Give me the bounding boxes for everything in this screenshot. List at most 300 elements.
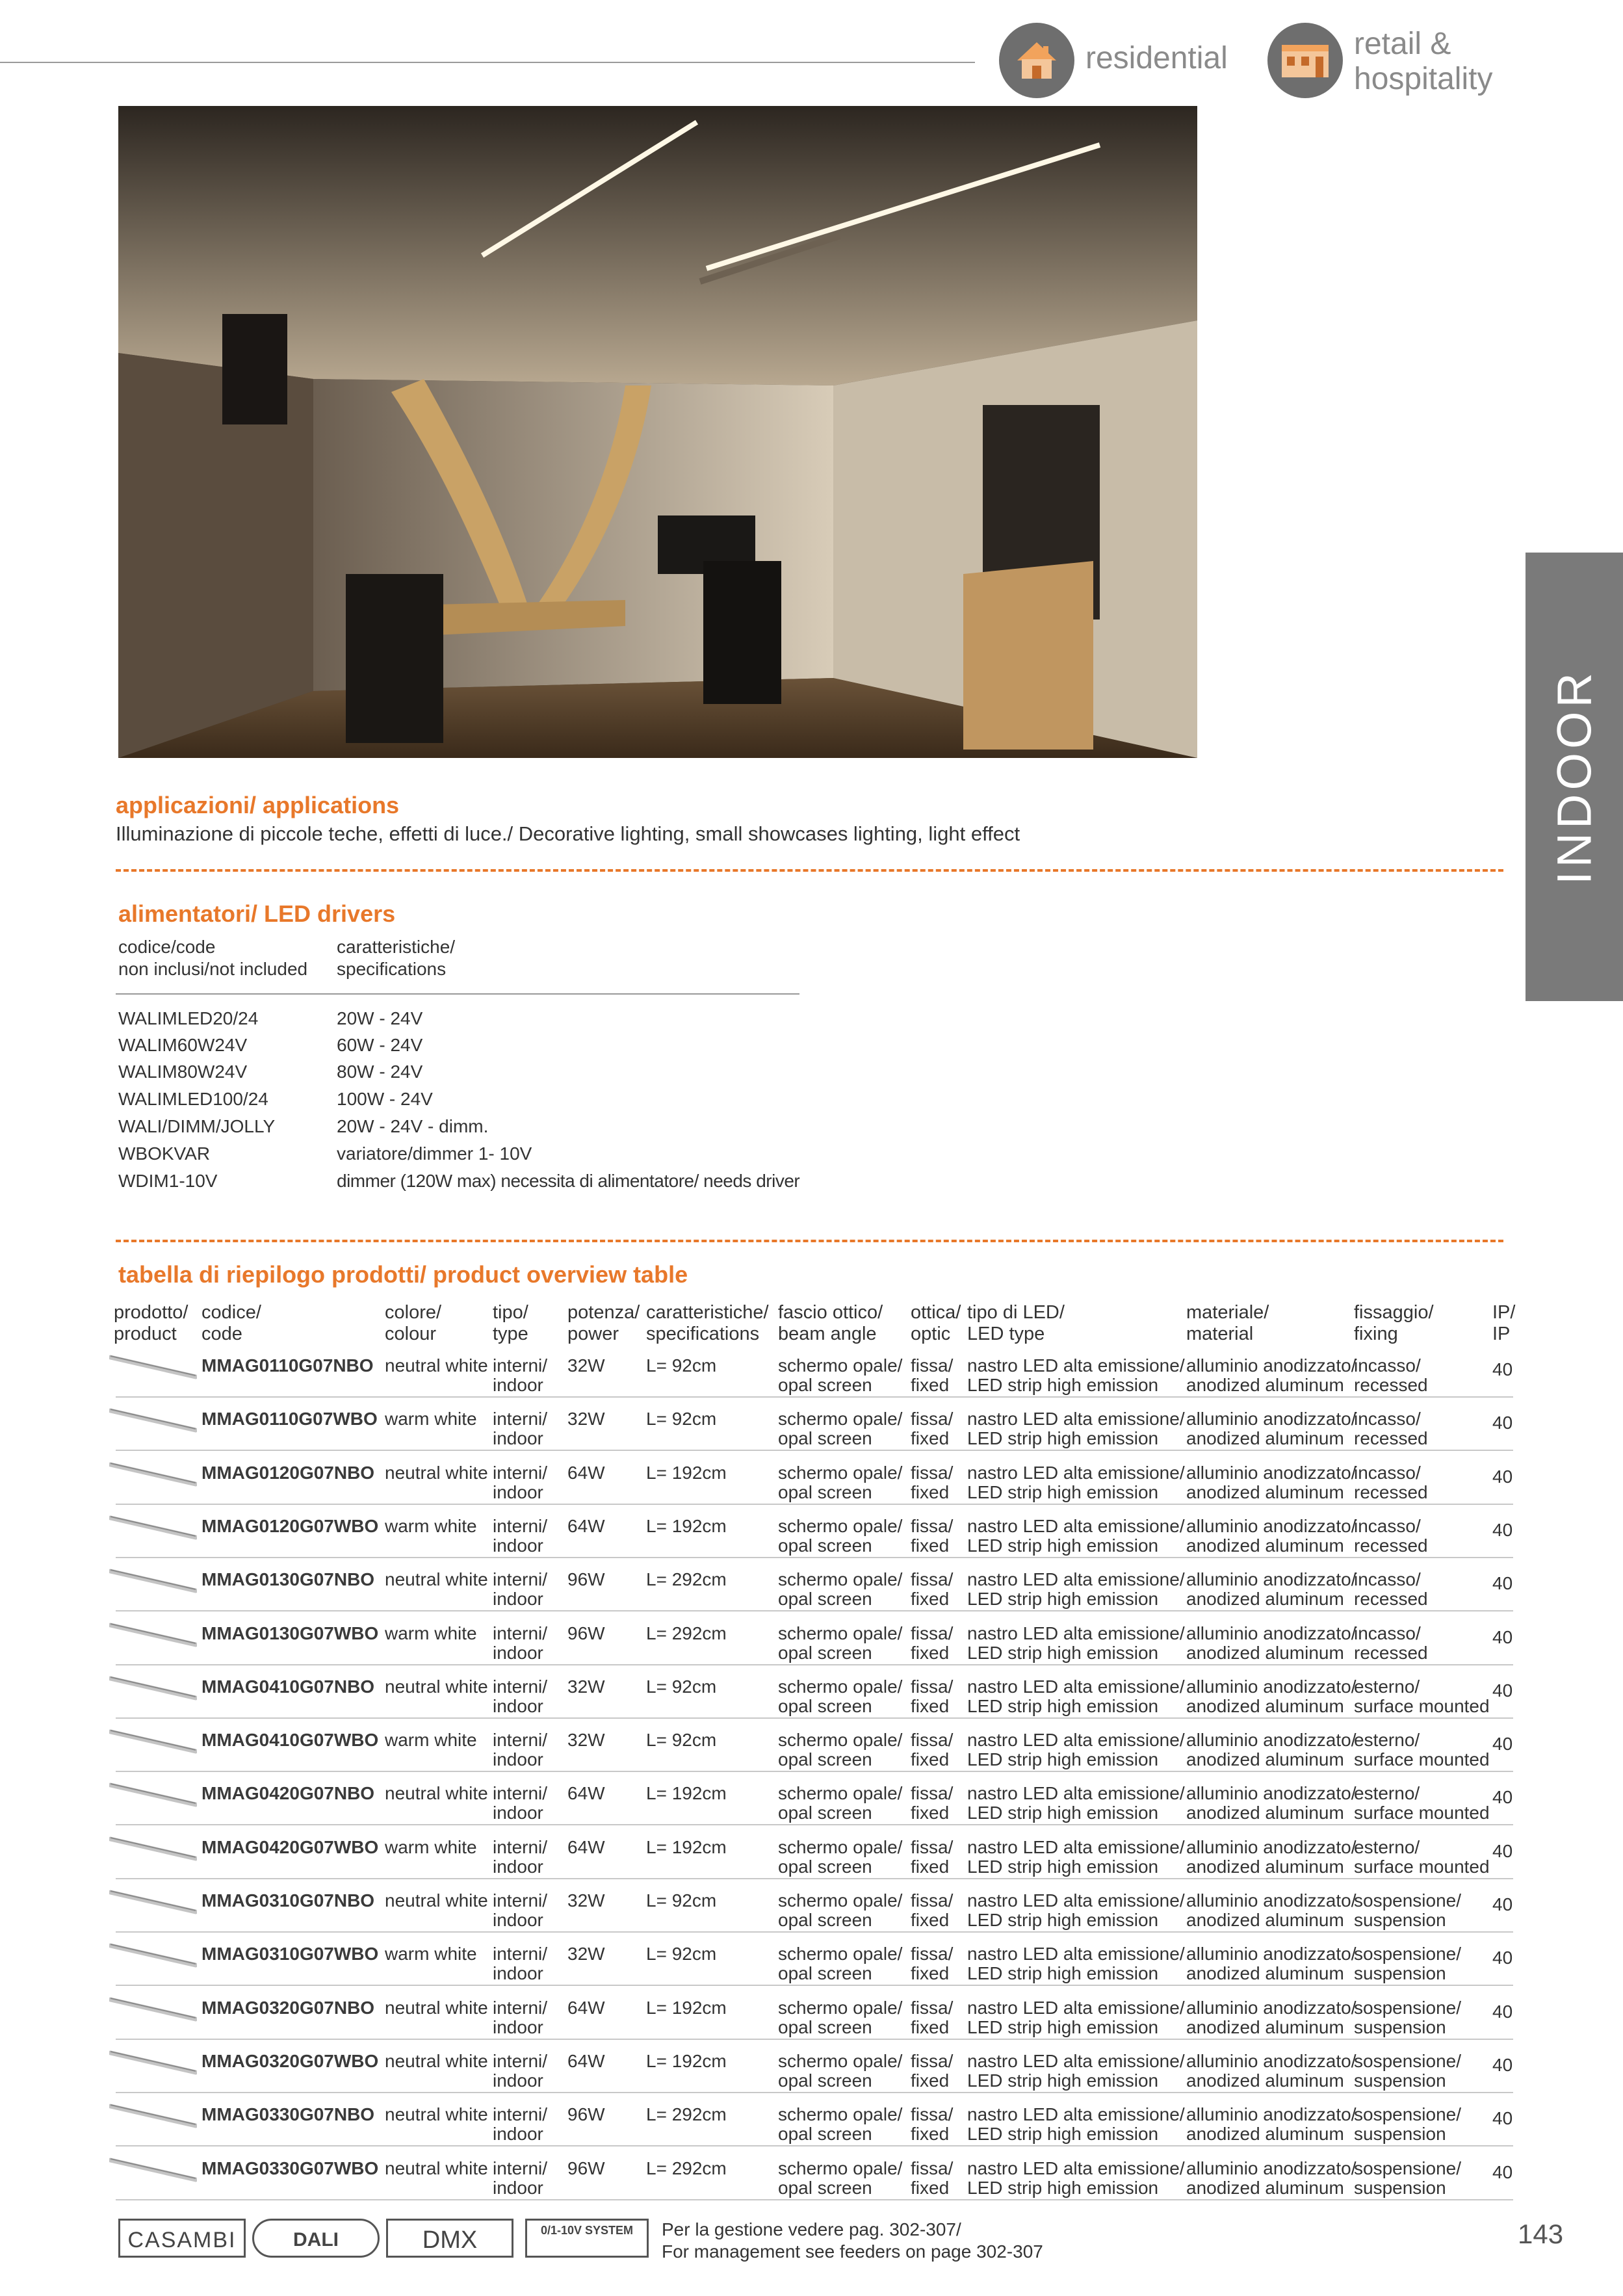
product-material-2: anodized aluminum (1186, 1856, 1344, 1877)
product-type-1: interni/ (493, 1783, 548, 1804)
product-row[interactable] (109, 2040, 1513, 2093)
col-header-material (1186, 1302, 1269, 1345)
product-power: 32W (567, 1890, 605, 1911)
driver-code: WDIM1-10V (118, 1171, 218, 1191)
product-beam-1: schermo opale/ (778, 1515, 903, 1536)
header-l1: IP/ (1492, 1302, 1516, 1323)
product-fixing-1: esterno/ (1354, 1783, 1420, 1804)
product-code: MMAG0110G07WBO (201, 1409, 378, 1429)
product-ip: 40 (1492, 1840, 1513, 1861)
product-fixing-2: surface mounted (1354, 1856, 1490, 1877)
product-row[interactable] (109, 1398, 1513, 1451)
product-material-1: alluminio anodizzato/ (1186, 1676, 1357, 1697)
product-row[interactable] (109, 1665, 1513, 1719)
product-optic-1: fissa/ (911, 1355, 954, 1376)
product-code: MMAG0410G07WBO (201, 1730, 379, 1751)
product-optic-1: fissa/ (911, 1623, 954, 1643)
product-optic-2: fixed (911, 1963, 950, 1984)
indoor-label: INDOOR (1547, 669, 1602, 885)
product-material-1: alluminio anodizzato/ (1186, 1836, 1357, 1857)
product-fixing-2: suspension (1354, 1963, 1446, 1984)
product-type-1: interni/ (493, 2158, 548, 2178)
product-row[interactable] (109, 2147, 1513, 2200)
category-retail-line2: hospitality (1354, 62, 1493, 96)
product-led-1: nastro LED alta emissione/ (967, 1409, 1185, 1429)
product-ip: 40 (1492, 1626, 1513, 1647)
product-beam-2: opal screen (778, 1375, 872, 1395)
indoor-side-tab[interactable] (1526, 553, 1623, 1001)
product-fixing-2: suspension (1354, 2124, 1446, 2145)
header-l1: fascio ottico/ (778, 1302, 883, 1323)
product-beam-2: opal screen (778, 1910, 872, 1930)
product-type-2: indoor (493, 1856, 543, 1877)
product-colour: neutral white (385, 1997, 488, 2018)
product-spec: L= 292cm (646, 1569, 727, 1590)
product-led-2: LED strip high emission (967, 2070, 1159, 2091)
col-header-code (201, 1302, 261, 1345)
product-colour: neutral white (385, 1355, 488, 1376)
header-l1: potenza/ (567, 1302, 640, 1323)
product-row[interactable] (109, 1826, 1513, 1879)
product-code: MMAG0330G07NBO (201, 2104, 375, 2125)
product-material-1: alluminio anodizzato/ (1186, 1623, 1357, 1643)
profile-thumbnail (109, 1352, 197, 1382)
product-type-1: interni/ (493, 1569, 548, 1590)
product-type-2: indoor (493, 2016, 543, 2037)
product-type-2: indoor (493, 1589, 543, 1610)
product-colour: neutral white (385, 2158, 488, 2178)
product-beam-1: schermo opale/ (778, 1997, 903, 2018)
col-header-specifications (646, 1302, 769, 1345)
product-row[interactable] (109, 1772, 1513, 1825)
product-beam-1: schermo opale/ (778, 1890, 903, 1911)
product-beam-2: opal screen (778, 2016, 872, 2037)
product-power: 32W (567, 1355, 605, 1376)
product-material-2: anodized aluminum (1186, 2016, 1344, 2037)
product-colour: neutral white (385, 1783, 488, 1804)
product-row[interactable] (109, 1505, 1513, 1558)
col-header-fixing (1354, 1302, 1434, 1345)
product-fixing-2: recessed (1354, 1589, 1428, 1610)
product-led-1: nastro LED alta emissione/ (967, 2158, 1185, 2178)
product-spec: L= 92cm (646, 1730, 717, 1751)
product-row[interactable] (109, 1612, 1513, 1665)
drivers-head-code (118, 936, 307, 980)
product-ip: 40 (1492, 1734, 1513, 1755)
product-optic-1: fissa/ (911, 2158, 954, 2178)
product-optic-1: fissa/ (911, 1569, 954, 1590)
product-fixing-1: incasso/ (1354, 1569, 1421, 1590)
product-material-2: anodized aluminum (1186, 1642, 1344, 1663)
product-led-2: LED strip high emission (967, 2124, 1159, 2145)
product-material-2: anodized aluminum (1186, 2070, 1344, 2091)
product-type-2: indoor (493, 1535, 543, 1556)
header-l2: code (201, 1324, 242, 1344)
product-colour: neutral white (385, 1890, 488, 1911)
category-residential-label[interactable]: residential (1085, 41, 1228, 75)
product-optic-1: fissa/ (911, 1730, 954, 1751)
product-type-2: indoor (493, 2177, 543, 2198)
product-led-1: nastro LED alta emissione/ (967, 1623, 1185, 1643)
product-optic-2: fixed (911, 1428, 950, 1449)
product-row[interactable] (109, 2093, 1513, 2146)
product-material-1: alluminio anodizzato/ (1186, 2050, 1357, 2071)
product-led-2: LED strip high emission (967, 1963, 1159, 1984)
product-led-1: nastro LED alta emissione/ (967, 1515, 1185, 1536)
house-icon[interactable] (999, 23, 1074, 98)
section-divider (116, 1240, 1503, 1242)
product-material-1: alluminio anodizzato/ (1186, 1355, 1357, 1376)
product-beam-2: opal screen (778, 2177, 872, 2198)
product-beam-2: opal screen (778, 1642, 872, 1663)
product-optic-2: fixed (911, 1375, 950, 1395)
product-code: MMAG0330G07WBO (201, 2158, 379, 2178)
header-l2: material (1186, 1324, 1254, 1344)
header-l1: materiale/ (1186, 1302, 1269, 1323)
driver-spec: 60W - 24V (337, 1035, 423, 1055)
product-spec: L= 192cm (646, 1515, 727, 1536)
product-fixing-2: suspension (1354, 2016, 1446, 2037)
product-fixing-2: recessed (1354, 1481, 1428, 1502)
product-fixing-1: incasso/ (1354, 1462, 1421, 1483)
col-header-ip (1492, 1302, 1515, 1345)
col-header-product (114, 1302, 188, 1345)
product-type-2: indoor (493, 1375, 543, 1395)
product-type-1: interni/ (493, 1515, 548, 1536)
profile-thumbnail (109, 1834, 197, 1864)
drivers-head-spec-2: specifications (337, 959, 447, 979)
product-ip: 40 (1492, 1894, 1513, 1914)
product-material-1: alluminio anodizzato/ (1186, 1730, 1357, 1751)
product-ip: 40 (1492, 1948, 1513, 1968)
product-power: 32W (567, 1409, 605, 1429)
applications-text: Illuminazione di piccole teche, effetti di luce./ Decorative lighting, small showcases lighting, light effect (116, 822, 1020, 845)
product-material-1: alluminio anodizzato/ (1186, 2104, 1357, 2125)
drivers-head-code-1: codice/code (118, 937, 216, 957)
product-type-2: indoor (493, 1963, 543, 1984)
product-beam-1: schermo opale/ (778, 1676, 903, 1697)
product-material-1: alluminio anodizzato/ (1186, 1890, 1357, 1911)
header-l2: specifications (646, 1324, 760, 1344)
product-material-1: alluminio anodizzato/ (1186, 1409, 1357, 1429)
product-led-2: LED strip high emission (967, 1481, 1159, 1502)
product-fixing-2: suspension (1354, 1910, 1446, 1930)
product-optic-2: fixed (911, 1589, 950, 1610)
product-code: MMAG0310G07WBO (201, 1944, 379, 1964)
product-type-2: indoor (493, 1428, 543, 1449)
product-spec: L= 192cm (646, 1783, 727, 1804)
product-type-2: indoor (493, 1803, 543, 1823)
product-spec: L= 92cm (646, 1355, 717, 1376)
profile-thumbnail (109, 1673, 197, 1703)
product-led-1: nastro LED alta emissione/ (967, 1569, 1185, 1590)
profile-thumbnail (109, 1940, 197, 1970)
product-optic-2: fixed (911, 2124, 950, 2145)
product-material-2: anodized aluminum (1186, 1695, 1344, 1716)
profile-thumbnail (109, 2101, 197, 2131)
product-power: 64W (567, 1462, 605, 1483)
product-material-1: alluminio anodizzato/ (1186, 1569, 1357, 1590)
product-spec: L= 92cm (646, 1944, 717, 1964)
header-l2: type (493, 1324, 528, 1344)
col-header-type (493, 1302, 528, 1345)
product-beam-2: opal screen (778, 2070, 872, 2091)
product-type-2: indoor (493, 1695, 543, 1716)
product-row[interactable] (109, 1719, 1513, 1772)
product-beam-1: schermo opale/ (778, 1730, 903, 1751)
product-led-2: LED strip high emission (967, 1695, 1159, 1716)
driver-spec: variatore/dimmer 1- 10V (337, 1143, 532, 1164)
product-material-2: anodized aluminum (1186, 1803, 1344, 1823)
driver-spec: 20W - 24V (337, 1008, 423, 1028)
product-type-1: interni/ (493, 1997, 548, 2018)
management-note-line2: For management see feeders on page 302-307 (662, 2241, 1043, 2262)
product-colour: warm white (385, 1623, 477, 1643)
header-l1: codice/ (201, 1302, 261, 1323)
product-material-1: alluminio anodizzato/ (1186, 2158, 1357, 2178)
product-beam-2: opal screen (778, 1963, 872, 1984)
storefront-icon[interactable] (1267, 23, 1343, 98)
product-beam-2: opal screen (778, 1428, 872, 1449)
product-spec: L= 192cm (646, 1462, 727, 1483)
product-beam-1: schermo opale/ (778, 1836, 903, 1857)
driver-code: WALIM80W24V (118, 1062, 248, 1082)
product-power: 64W (567, 1783, 605, 1804)
product-optic-1: fissa/ (911, 1997, 954, 2018)
header-l1: fissaggio/ (1354, 1302, 1434, 1323)
product-fixing-1: incasso/ (1354, 1623, 1421, 1643)
product-beam-2: opal screen (778, 2124, 872, 2145)
product-type-1: interni/ (493, 1355, 548, 1376)
product-material-2: anodized aluminum (1186, 1481, 1344, 1502)
profile-thumbnail (109, 1566, 197, 1596)
product-led-1: nastro LED alta emissione/ (967, 1355, 1185, 1376)
product-beam-1: schermo opale/ (778, 1783, 903, 1804)
dimming-system-logo: 0/1-10V SYSTEM (525, 2219, 649, 2258)
product-optic-1: fissa/ (911, 2050, 954, 2071)
product-fixing-2: recessed (1354, 1428, 1428, 1449)
product-type-2: indoor (493, 2124, 543, 2145)
product-fixing-2: surface mounted (1354, 1749, 1490, 1770)
product-led-2: LED strip high emission (967, 1856, 1159, 1877)
product-led-2: LED strip high emission (967, 1642, 1159, 1663)
header-l1: colore/ (385, 1302, 442, 1323)
product-spec: L= 292cm (646, 2104, 727, 2125)
product-optic-2: fixed (911, 1749, 950, 1770)
driver-code: WALIMLED100/24 (118, 1089, 268, 1109)
product-optic-2: fixed (911, 1910, 950, 1930)
product-led-1: nastro LED alta emissione/ (967, 2104, 1185, 2125)
product-optic-2: fixed (911, 2070, 950, 2091)
product-spec: L= 92cm (646, 1676, 717, 1697)
product-material-2: anodized aluminum (1186, 1428, 1344, 1449)
applications-title: applicazioni/ applications (116, 792, 400, 818)
product-row[interactable] (109, 1879, 1513, 1933)
product-spec: L= 92cm (646, 1890, 717, 1911)
driver-code: WALIMLED20/24 (118, 1008, 259, 1028)
product-fixing-1: incasso/ (1354, 1355, 1421, 1376)
product-colour: warm white (385, 1730, 477, 1751)
product-optic-2: fixed (911, 2016, 950, 2037)
product-fixing-1: incasso/ (1354, 1409, 1421, 1429)
product-led-1: nastro LED alta emissione/ (967, 1676, 1185, 1697)
header-l2: fixing (1354, 1324, 1398, 1344)
driver-spec: dimmer (120W max) necessita di alimentatore/ needs driver (337, 1171, 800, 1191)
product-colour: neutral white (385, 1676, 488, 1697)
product-fixing-2: surface mounted (1354, 1803, 1490, 1823)
product-power: 96W (567, 2158, 605, 2178)
header-l1: tipo/ (493, 1302, 528, 1323)
product-spec: L= 292cm (646, 1623, 727, 1643)
product-led-1: nastro LED alta emissione/ (967, 1730, 1185, 1751)
product-beam-1: schermo opale/ (778, 1944, 903, 1964)
product-optic-1: fissa/ (911, 1515, 954, 1536)
product-power: 32W (567, 1676, 605, 1697)
product-type-1: interni/ (493, 1409, 548, 1429)
product-beam-2: opal screen (778, 1535, 872, 1556)
product-power: 96W (567, 1623, 605, 1643)
product-led-2: LED strip high emission (967, 1910, 1159, 1930)
dali-logo: DALI (252, 2219, 380, 2258)
header-l1: prodotto/ (114, 1302, 188, 1323)
category-retail-label[interactable] (1354, 27, 1492, 97)
drivers-head-code-2: non inclusi/not included (118, 959, 308, 979)
product-power: 64W (567, 1997, 605, 2018)
product-type-2: indoor (493, 1910, 543, 1930)
management-note (662, 2219, 1043, 2263)
product-led-2: LED strip high emission (967, 1803, 1159, 1823)
product-led-2: LED strip high emission (967, 1535, 1159, 1556)
product-led-2: LED strip high emission (967, 1375, 1159, 1395)
product-material-2: anodized aluminum (1186, 1589, 1344, 1610)
product-led-1: nastro LED alta emissione/ (967, 1836, 1185, 1857)
product-row[interactable] (109, 1558, 1513, 1611)
product-fixing-1: sospensione/ (1354, 1997, 1462, 2018)
product-code: MMAG0120G07NBO (201, 1462, 375, 1483)
product-ip: 40 (1492, 1519, 1513, 1540)
product-optic-2: fixed (911, 1695, 950, 1716)
product-type-1: interni/ (493, 2104, 548, 2125)
product-power: 64W (567, 1836, 605, 1857)
product-colour: warm white (385, 1515, 477, 1536)
casambi-logo: CASAMBI (118, 2219, 246, 2258)
product-beam-1: schermo opale/ (778, 2104, 903, 2125)
product-led-2: LED strip high emission (967, 1589, 1159, 1610)
product-code: MMAG0310G07NBO (201, 1890, 375, 1911)
application-photo (118, 106, 1197, 758)
product-led-1: nastro LED alta emissione/ (967, 1997, 1185, 2018)
product-colour: warm white (385, 1409, 477, 1429)
product-spec: L= 192cm (646, 2050, 727, 2071)
product-beam-2: opal screen (778, 1803, 872, 1823)
header-l2: product (114, 1324, 177, 1344)
product-spec: L= 192cm (646, 1997, 727, 2018)
product-row[interactable] (109, 1452, 1513, 1505)
product-colour: neutral white (385, 1462, 488, 1483)
product-code: MMAG0120G07WBO (201, 1515, 379, 1536)
product-colour: neutral white (385, 2050, 488, 2071)
product-fixing-2: recessed (1354, 1642, 1428, 1663)
product-beam-1: schermo opale/ (778, 1355, 903, 1376)
drivers-head-rule (116, 993, 799, 995)
product-code: MMAG0320G07NBO (201, 1997, 375, 2018)
product-optic-1: fissa/ (911, 1409, 954, 1429)
product-led-2: LED strip high emission (967, 1749, 1159, 1770)
profile-thumbnail (109, 1405, 197, 1435)
driver-spec: 100W - 24V (337, 1089, 433, 1109)
drivers-head-spec-1: caratteristiche/ (337, 937, 456, 957)
product-material-1: alluminio anodizzato/ (1186, 1944, 1357, 1964)
product-fixing-1: sospensione/ (1354, 2050, 1462, 2071)
col-header-colour (385, 1302, 441, 1345)
product-fixing-1: sospensione/ (1354, 2104, 1462, 2125)
product-type-1: interni/ (493, 1676, 548, 1697)
product-type-1: interni/ (493, 1730, 548, 1751)
product-code: MMAG0420G07WBO (201, 1836, 379, 1857)
product-type-2: indoor (493, 1481, 543, 1502)
product-colour: neutral white (385, 2104, 488, 2125)
product-power: 32W (567, 1730, 605, 1751)
product-code: MMAG0130G07WBO (201, 1623, 379, 1643)
profile-thumbnail (109, 1459, 197, 1489)
product-type-2: indoor (493, 1642, 543, 1663)
profile-thumbnail (109, 2155, 197, 2185)
product-code: MMAG0110G07NBO (201, 1355, 374, 1376)
product-type-1: interni/ (493, 2050, 548, 2071)
product-beam-2: opal screen (778, 1589, 872, 1610)
product-fixing-1: esterno/ (1354, 1730, 1420, 1751)
product-type-2: indoor (493, 1749, 543, 1770)
product-led-2: LED strip high emission (967, 2177, 1159, 2198)
product-material-2: anodized aluminum (1186, 1535, 1344, 1556)
product-fixing-1: incasso/ (1354, 1515, 1421, 1536)
profile-thumbnail (109, 1727, 197, 1756)
product-beam-2: opal screen (778, 1856, 872, 1877)
product-material-1: alluminio anodizzato/ (1186, 1783, 1357, 1804)
header-l2: LED type (967, 1324, 1045, 1344)
product-optic-1: fissa/ (911, 2104, 954, 2125)
product-material-2: anodized aluminum (1186, 1749, 1344, 1770)
product-beam-1: schermo opale/ (778, 2158, 903, 2178)
product-ip: 40 (1492, 1573, 1513, 1594)
product-optic-1: fissa/ (911, 1836, 954, 1857)
product-fixing-1: sospensione/ (1354, 2158, 1462, 2178)
product-optic-2: fixed (911, 1481, 950, 1502)
product-fixing-2: recessed (1354, 1535, 1428, 1556)
driver-code: WALI/DIMM/JOLLY (118, 1116, 276, 1136)
product-ip: 40 (1492, 2108, 1513, 2129)
profile-thumbnail (109, 1620, 197, 1650)
product-row[interactable] (109, 1987, 1513, 2040)
product-beam-2: opal screen (778, 1695, 872, 1716)
header-l2: IP (1492, 1324, 1511, 1344)
product-spec: L= 192cm (646, 1836, 727, 1857)
product-colour: neutral white (385, 1569, 488, 1590)
product-power: 96W (567, 2104, 605, 2125)
product-ip: 40 (1492, 2161, 1513, 2182)
product-type-1: interni/ (493, 1944, 548, 1964)
product-material-2: anodized aluminum (1186, 1910, 1344, 1930)
product-fixing-2: surface mounted (1354, 1695, 1490, 1716)
driver-code: WALIM60W24V (118, 1035, 248, 1055)
drivers-head-spec (337, 936, 455, 980)
product-row[interactable] (109, 1344, 1513, 1398)
product-row[interactable] (109, 1933, 1513, 1986)
driver-code: WBOKVAR (118, 1143, 211, 1164)
col-header-power (567, 1302, 640, 1345)
product-power: 32W (567, 1944, 605, 1964)
product-beam-2: opal screen (778, 1749, 872, 1770)
